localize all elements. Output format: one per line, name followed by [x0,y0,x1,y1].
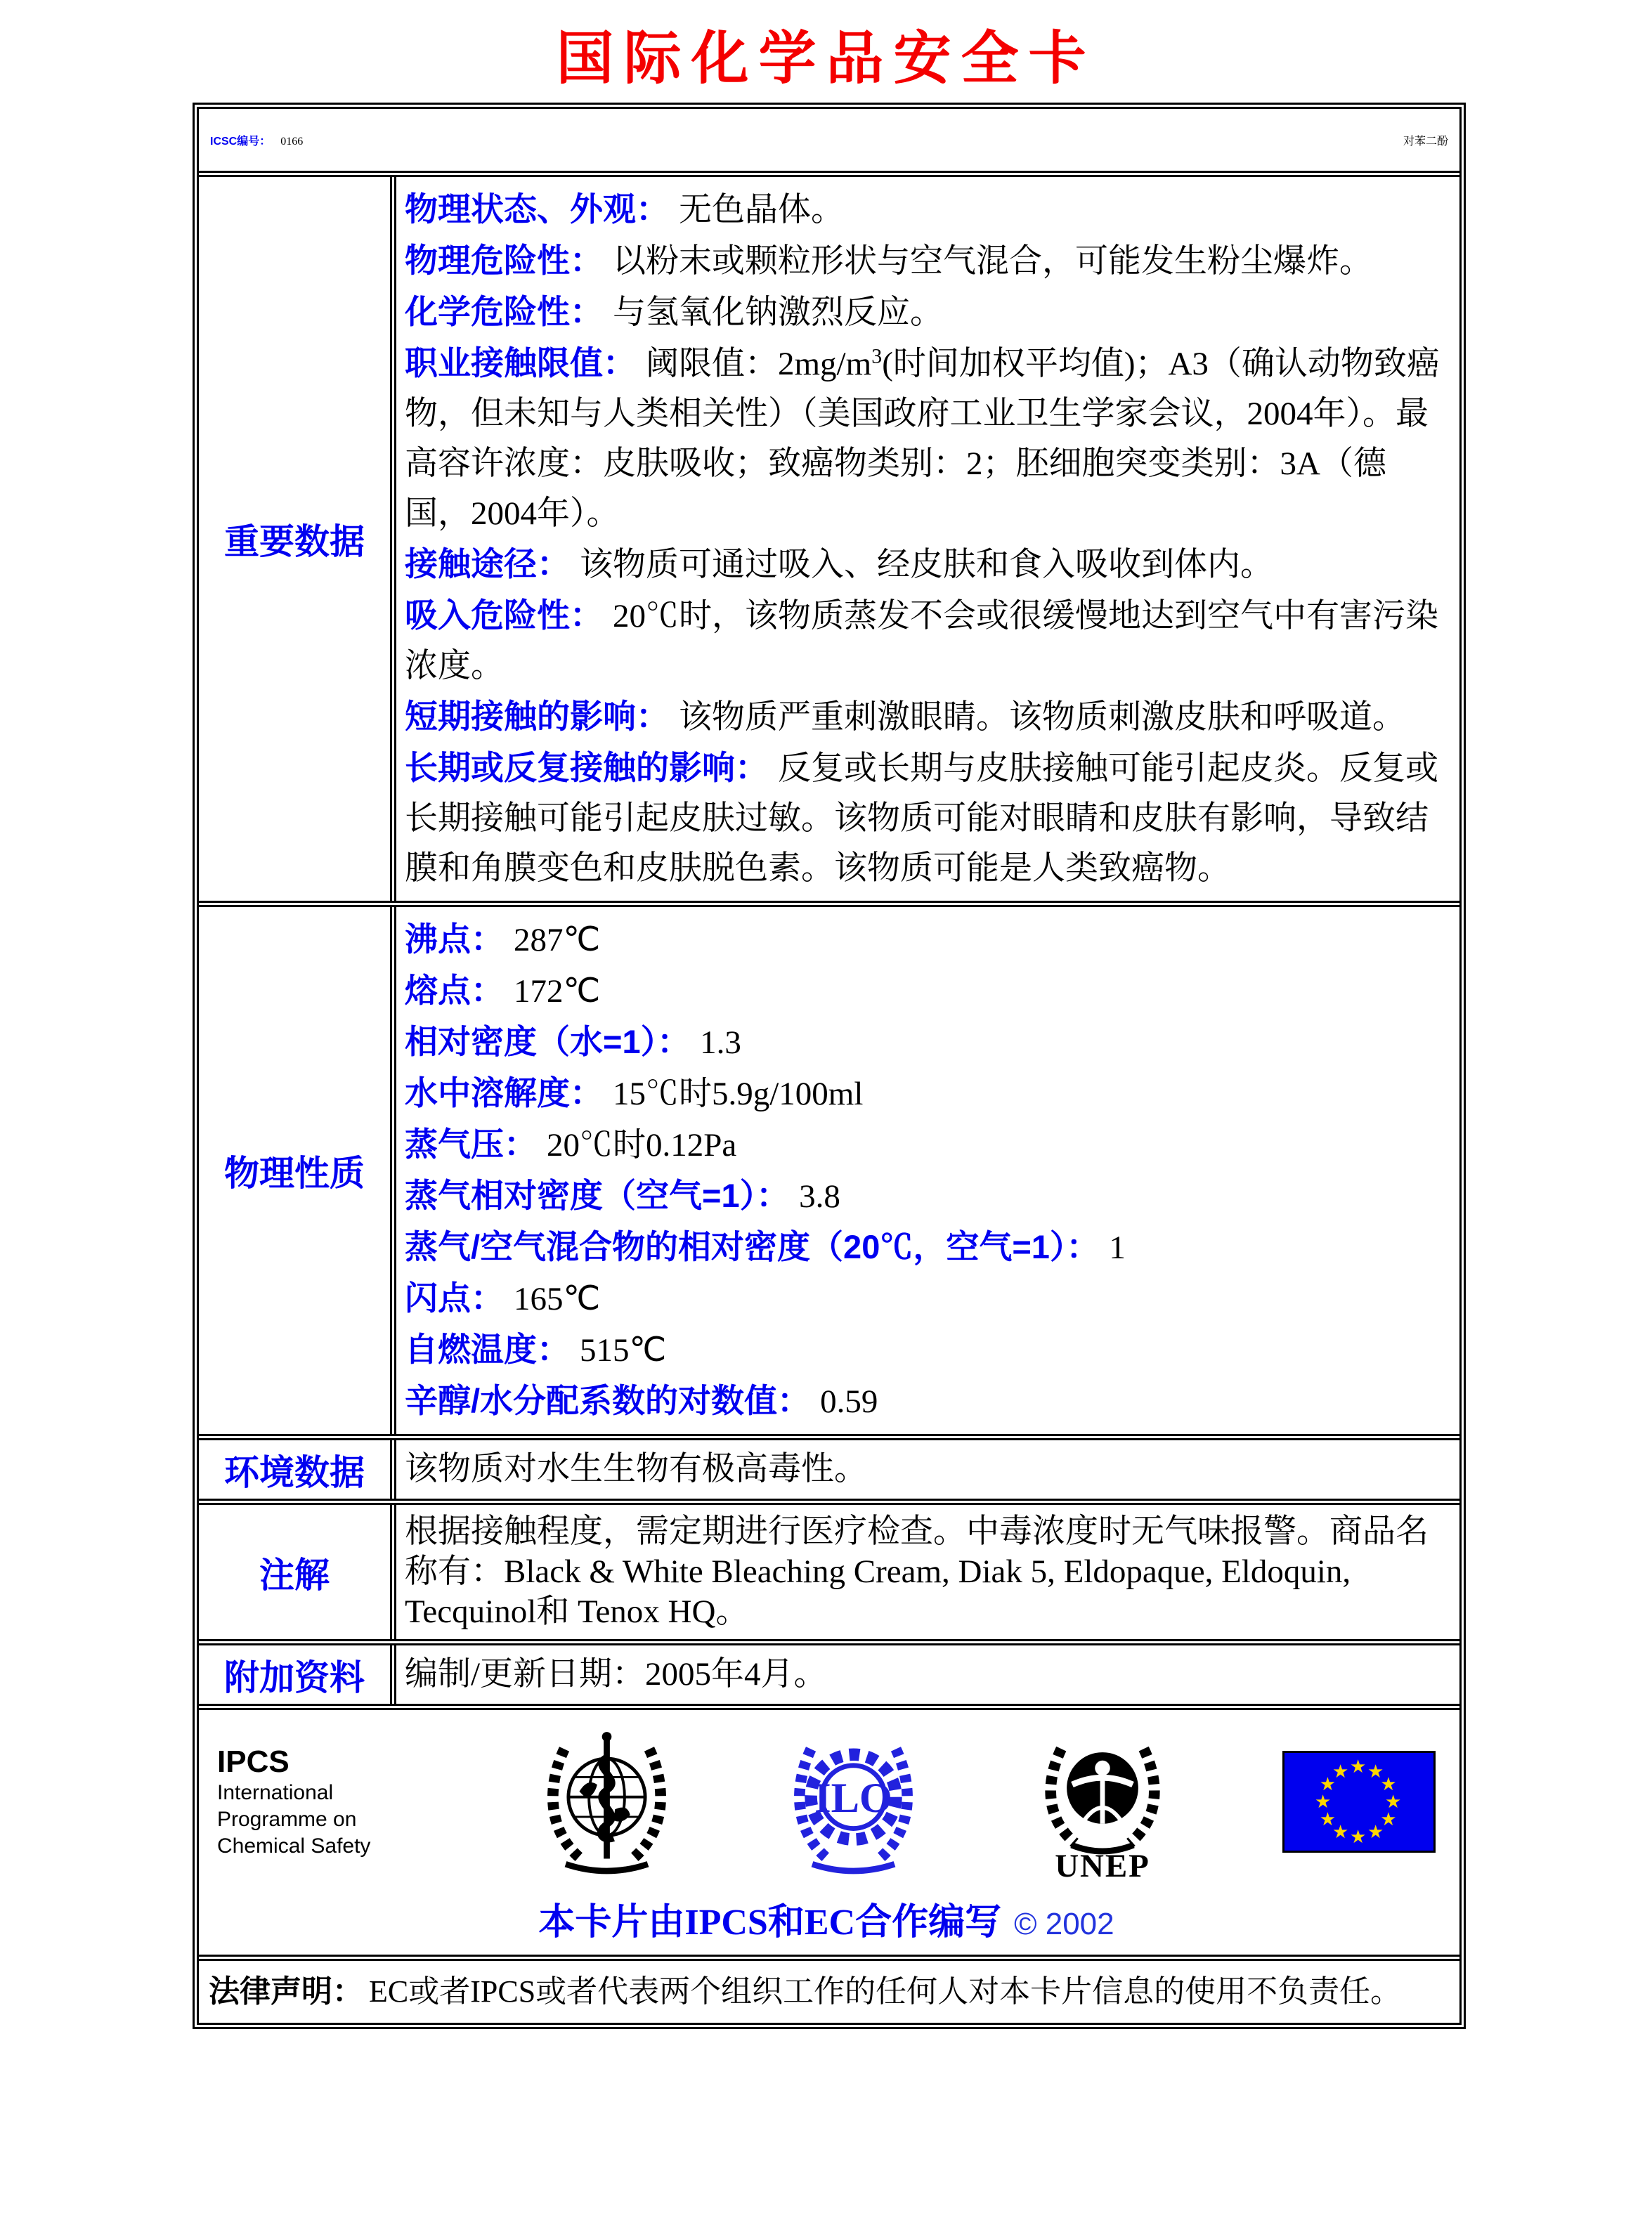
legal-notice-label: 法律声明： [209,1974,363,2009]
important-data-content [396,177,1459,901]
property-vapor-air-density: 蒸气/空气混合物的相对密度（20℃，空气=1）： 1 [405,1228,1126,1266]
property-relative-density: 相对密度（水=1）： 1.3 [405,1023,741,1061]
superscript-3: 3 [871,344,883,368]
icsc-number-value: 0166 [280,135,304,148]
important-data-row [199,171,1459,901]
important-item-chemical-danger: 化学危险性： 与氢氧化钠激烈反应。 [405,293,943,331]
eu-star-icon: ★ [1332,1761,1349,1782]
property-flash-point: 闪点： 165℃ [405,1279,601,1317]
eu-flag [1282,1751,1436,1853]
eu-star-icon: ★ [1350,1756,1367,1778]
additional-info-row [199,1639,1459,1704]
property-boiling-point: 沸点： 287℃ [405,920,601,958]
section-label-environmental-data: 环境数据 [199,1440,396,1499]
physical-properties-content [396,907,1459,1434]
logo-strip [217,1723,1436,1881]
section-label-notes: 注解 [199,1505,396,1639]
eu-star-icon: ★ [1319,1809,1336,1830]
ilo-logo-icon [785,1728,922,1877]
section-label-physical-properties: 物理性质 [199,907,396,1434]
header-row [199,109,1459,171]
eu-star-icon: ★ [1385,1792,1402,1813]
ipcs-acronym: IPCS [217,1744,290,1779]
logos-row [199,1704,1459,1955]
eu-star-icon: ★ [1367,1822,1384,1844]
ipcs-text-block: IPCS International Programme on Chemical Safety [217,1745,428,1860]
section-label-important-data: 重要数据 [199,177,396,901]
property-autoignition-temperature: 自燃温度： 515℃ [405,1331,667,1369]
important-item-physical-danger: 物理危险性： 以粉末或颗粒形状与空气混合，可能发生粉尘爆炸。 [405,242,1372,280]
chemical-name: 对苯二酚 [1403,135,1448,148]
property-octanol-water-partition: 辛醇/水分配系数的对数值： 0.59 [405,1382,878,1420]
important-item-short-term-effects: 短期接触的影响： 该物质严重刺激眼睛。该物质刺激皮肤和呼吸道。 [405,698,1405,736]
physical-properties-row [199,901,1459,1434]
eu-star-icon: ★ [1380,1774,1397,1795]
section-label-additional-info: 附加资料 [199,1645,396,1704]
property-melting-point: 熔点： 172℃ [405,972,601,1010]
eu-star-icon: ★ [1315,1792,1332,1813]
unep-logo-icon [1032,1723,1173,1881]
icsc-number-label: ICSC编号： [210,135,271,148]
important-item-physical-state: 物理状态、外观： 无色晶体。 [405,190,844,228]
safety-card-table [193,103,1466,2029]
ilo-letters: ILO [814,1774,892,1822]
notes-row [199,1499,1459,1639]
notes-content: 根据接触程度，需定期进行医疗检查。中毒浓度时无气味报警。商品名称有：Black & White Bleaching Cream, Diak 5, Eldopaque, Eldoquin, Tecquinol和 Tenox HQ。 [405,1513,1429,1630]
legal-notice: 法律声明： EC或者IPCS或者代表两个组织工作的任何人对本卡片信息的使用不负责任。 [209,1974,1402,2009]
eu-star-icon: ★ [1367,1761,1384,1782]
important-item-inhalation-risk: 吸入危险性： 20℃时，该物质蒸发不会或很缓慢地达到空气中有害污染浓度。 [405,596,1438,684]
cooperation-caption: 本卡片由IPCS和EC合作编写 © 2002 [538,1903,1114,1943]
additional-info-content: 编制/更新日期：2005年4月。 [405,1656,827,1693]
who-logo-icon [538,1728,675,1877]
environmental-data-content: 该物质对水生生物有极高毒性。 [405,1451,867,1487]
eu-star-icon: ★ [1332,1822,1349,1844]
legal-notice-row [199,1955,1459,2023]
property-vapor-pressure: 蒸气压： 20℃时0.12Pa [405,1126,737,1163]
eu-star-icon: ★ [1319,1774,1336,1795]
copyright-year: © 2002 [1014,1907,1114,1941]
property-vapor-density: 蒸气相对密度（空气=1）： 3.8 [405,1177,840,1215]
icsc-number-group [210,132,303,148]
property-water-solubility: 水中溶解度： 15℃时5.9g/100ml [405,1074,864,1112]
page-title: 国际化学品安全卡 [556,27,1096,91]
eu-star-icon: ★ [1350,1827,1367,1848]
eu-star-icon: ★ [1380,1809,1397,1830]
environmental-data-row [199,1434,1459,1499]
important-item-occupational-limit: 职业接触限值： 阈限值：$2mg/m^3$(时间加权平均值)；A3（确认动物致癌物，但未知与人类相关性）（美国政府工业卫生学家会议，2004年）。最高容许浓度：皮肤吸收；致癌物类别：2；胚细胞突变类别：3A（德国，2004年）。 [405,344,1440,532]
important-item-exposure-routes: 接触途径： 该物质可通过吸入、经皮肤和食入吸收到体内。 [405,545,1273,583]
unep-letters: UNEP [1054,1848,1150,1881]
important-item-long-term-effects: 长期或反复接触的影响： 反复或长期与皮肤接触可能引起皮炎。反复或长期接触可能引起皮肤过敏。该物质可能对眼睛和皮肤有影响，导致结膜和角膜变色和皮肤脱色素。该物质可能是人类致癌物。 [405,749,1438,887]
